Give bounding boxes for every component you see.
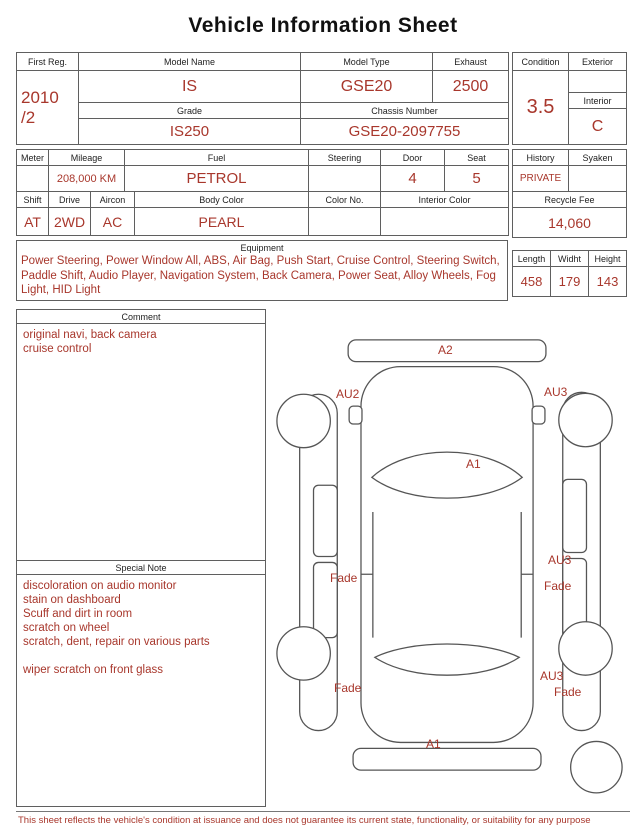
diagram-label-a1: A1 <box>466 457 481 472</box>
drive-value: 2WD <box>49 208 91 236</box>
diagram-label-a1: A1 <box>426 737 441 752</box>
body-color-label: Body Color <box>135 192 309 208</box>
diagram-label-fade: Fade <box>544 579 572 594</box>
diagram-label-a2: A2 <box>438 343 453 358</box>
interior-color-value <box>381 208 509 236</box>
drive-label: Drive <box>49 192 91 208</box>
fuel-value: PETROL <box>125 166 309 192</box>
comment-label: Comment <box>17 310 265 324</box>
shift-label: Shift <box>17 192 49 208</box>
special-note-line: scratch on wheel <box>23 622 110 635</box>
special-note-line: stain on dashboard <box>23 594 121 607</box>
diagram-label-fade: Fade <box>554 685 582 700</box>
chassis-number-label: Chassis Number <box>301 103 509 119</box>
width-value: 179 <box>551 267 589 297</box>
meter-label: Meter <box>17 150 49 166</box>
recycle-fee-table <box>512 191 627 238</box>
aircon-value: AC <box>91 208 135 236</box>
model-name-value: IS <box>79 71 301 103</box>
history-value: PRIVATE <box>513 166 569 192</box>
first-reg-value <box>17 71 79 145</box>
meter-row-table <box>16 149 509 192</box>
model-name-label: Model Name <box>79 53 301 71</box>
door-label: Door <box>381 150 445 166</box>
model-type-label: Model Type <box>301 53 433 71</box>
interior-label: Interior <box>569 93 627 109</box>
color-no-label: Color No. <box>309 192 381 208</box>
special-note-body <box>17 575 265 806</box>
first-reg-month: /2 <box>21 107 36 127</box>
seat-label: Seat <box>445 150 509 166</box>
exterior-label: Exterior <box>569 53 627 71</box>
special-note-line <box>23 649 259 663</box>
diagram-label-au3: AU3 <box>544 385 568 400</box>
mileage-value: 208,000 KM <box>49 166 125 192</box>
syaken-value <box>569 166 627 192</box>
main-info-table <box>16 52 509 145</box>
interior-color-label: Interior Color <box>381 192 509 208</box>
diagram-label-au2: AU2 <box>336 387 360 402</box>
steering-value <box>309 166 381 192</box>
history-table <box>512 149 627 192</box>
first-reg-label: First Reg. <box>17 53 79 71</box>
chassis-number-value: GSE20-2097755 <box>301 119 509 145</box>
special-note-label: Special Note <box>17 560 265 575</box>
steering-label: Steering <box>309 150 381 166</box>
history-label: History <box>513 150 569 166</box>
special-note-line: scratch, dent, repair on various parts <box>23 636 210 649</box>
recycle-fee-value: 14,060 <box>513 208 627 238</box>
model-type-value: GSE20 <box>301 71 433 103</box>
first-reg-year: 2010 <box>21 87 59 107</box>
car-top-view-drawing <box>270 309 630 802</box>
special-note-line: wiper scratch on front glass <box>23 664 163 677</box>
door-value: 4 <box>381 166 445 192</box>
grade-value: IS250 <box>79 119 301 145</box>
comment-line: original navi, back camera <box>23 329 157 342</box>
color-no-value <box>309 208 381 236</box>
diagram-label-au3: AU3 <box>540 669 564 684</box>
equipment-text: Power Steering, Power Window All, ABS, Air Bag, Push Start, Cruise Control, Steering Switch, Paddle Shift, Audio Player, Navigation System, Back Camera, Power Seat, Alloy Wheels, Fog Light, HID Light <box>21 255 500 297</box>
aircon-label: Aircon <box>91 192 135 208</box>
syaken-label: Syaken <box>569 150 627 166</box>
diagram-label-fade: Fade <box>330 571 358 586</box>
interior-value: C <box>569 109 627 145</box>
seat-value: 5 <box>445 166 509 192</box>
comment-body <box>17 324 265 560</box>
page-title: Vehicle Information Sheet <box>188 14 458 37</box>
comment-line: cruise control <box>23 343 92 356</box>
meter-value <box>17 166 49 192</box>
dimensions-table <box>512 250 627 297</box>
vehicle-condition-diagram <box>270 309 630 807</box>
width-label: Widht <box>551 251 589 267</box>
condition-label: Condition <box>513 53 569 71</box>
exterior-value <box>569 71 627 93</box>
length-label: Length <box>513 251 551 267</box>
diagram-label-fade: Fade <box>334 681 362 696</box>
disclaimer-text: This sheet reflects the vehicle's condition at issuance and does not guarantee its current state, functionality, or suitability for any purpose <box>16 811 630 826</box>
shift-row-table <box>16 191 509 236</box>
special-note-line: discoloration on audio monitor <box>23 580 177 593</box>
equipment-label: Equipment <box>240 243 284 253</box>
height-label: Height <box>589 251 627 267</box>
condition-value: 3.5 <box>513 71 569 145</box>
equipment-box <box>16 240 508 301</box>
recycle-fee-label: Recycle Fee <box>513 192 627 208</box>
body-color-value: PEARL <box>135 208 309 236</box>
comment-and-note-box <box>16 309 266 807</box>
condition-table <box>512 52 627 145</box>
shift-value: AT <box>17 208 49 236</box>
mileage-label: Mileage <box>49 150 125 166</box>
grade-label: Grade <box>79 103 301 119</box>
length-value: 458 <box>513 267 551 297</box>
special-note-line: Scuff and dirt in room <box>23 608 133 621</box>
height-value: 143 <box>589 267 627 297</box>
exhaust-label: Exhaust <box>433 53 509 71</box>
fuel-label: Fuel <box>125 150 309 166</box>
diagram-label-au3: AU3 <box>548 553 572 568</box>
exhaust-value: 2500 <box>433 71 509 103</box>
